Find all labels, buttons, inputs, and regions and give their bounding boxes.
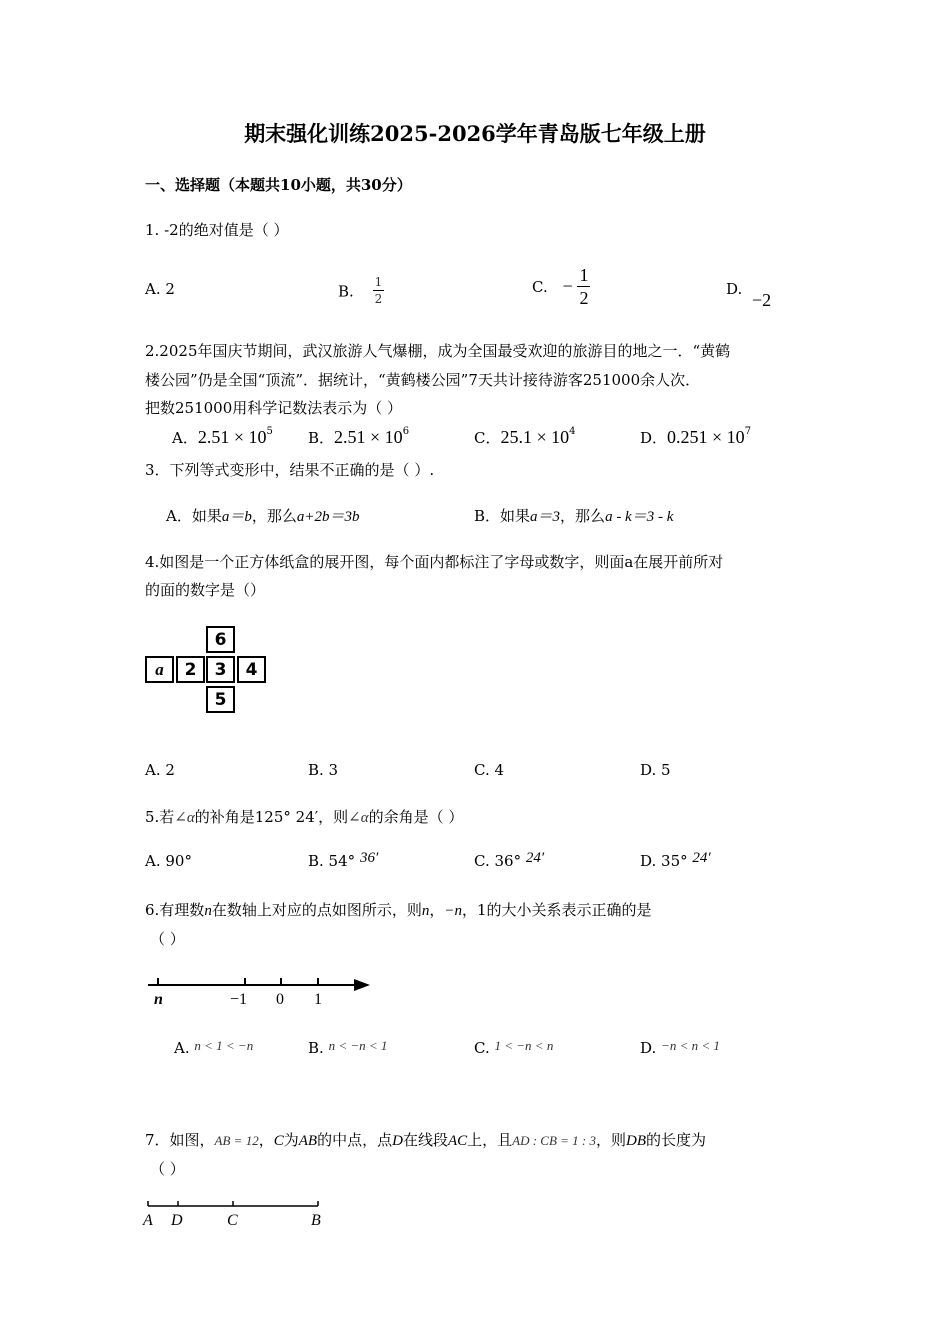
number-line-arrow: [354, 979, 370, 991]
q5-b-min: 36′: [359, 850, 379, 866]
q2-option-a: [172, 426, 273, 448]
point-c-label: C: [227, 1212, 238, 1229]
q1-option-a: A. 2: [145, 280, 175, 298]
q3-b-mid: ，那么: [560, 507, 606, 525]
q7-pre: 7．如图，: [145, 1131, 215, 1149]
q2-d-base: 0.251 × 10: [667, 427, 745, 447]
q6-b-label: B.: [308, 1039, 324, 1057]
net-face-2: 2: [176, 656, 205, 683]
question-6-paren: （ ）: [150, 930, 185, 948]
q2-c-base: 25.1 × 10: [500, 427, 570, 447]
page-title: 期末强化训练2025-2026学年青岛版七年级上册: [244, 121, 706, 146]
q7-mid4: 上，且: [467, 1131, 513, 1149]
q7-post: 的长度为: [646, 1131, 707, 1149]
question-6-stem: [145, 899, 652, 920]
q5-option-b: [308, 852, 378, 871]
q6-n: n: [204, 903, 212, 919]
q6-n-2: n: [421, 903, 430, 919]
q2-a-label: A．: [172, 429, 198, 447]
point-a-label: A: [143, 1212, 153, 1229]
point-b-label: B: [311, 1212, 321, 1229]
q5-post: 的余角是（ ）: [368, 808, 464, 826]
q2-c-label: C．: [474, 429, 501, 447]
q6-d-label: D.: [640, 1039, 657, 1057]
net-face-4: 4: [237, 656, 266, 683]
q3-option-a: [166, 505, 360, 526]
q6-mid: 在数轴上对应的点如图所示，则: [211, 901, 422, 919]
q1-option-c: [532, 266, 590, 307]
q7-ab-2: AB: [298, 1133, 318, 1149]
q6-option-b: [308, 1039, 387, 1057]
q5-option-c: [474, 852, 544, 871]
q6-option-a: [174, 1039, 253, 1057]
q4-option-a: A. 2: [145, 761, 175, 779]
q1-c-num: 1: [579, 265, 589, 285]
label-n: n: [154, 991, 163, 1008]
q5-c-deg: C. 36°: [474, 852, 522, 870]
q3-b-cond: a＝3: [530, 509, 561, 525]
q2-a-exp: 5: [266, 426, 273, 437]
q3-a-mid: ，那么: [251, 507, 297, 525]
q1-option-d: D.: [726, 280, 743, 298]
q5-mid: 的补角是125° 24′，则: [194, 808, 349, 826]
q5-angle-2: ∠α: [348, 810, 369, 826]
q2-b-label: B．: [308, 429, 335, 447]
q1-b-den: 2: [374, 292, 383, 306]
q5-b-deg: B. 54°: [308, 852, 356, 870]
q7-ab: AB = 12: [214, 1133, 259, 1148]
question-7-stem: [145, 1129, 706, 1150]
q2-option-c: [474, 426, 576, 448]
question-2-line-2: 楼公园”仍是全国“顶流”．据统计，“黄鹤楼公园”7天共计接待游客251000余人次．: [145, 371, 701, 389]
q1-option-b: [338, 275, 384, 306]
net-face-a: a: [145, 656, 174, 683]
q1-b-label: B.: [338, 282, 354, 301]
q5-c-min: 24′: [525, 850, 545, 866]
q2-a-base: 2.51 × 10: [197, 427, 267, 447]
q6-neg-n: −n: [444, 903, 462, 919]
q6-d-expr: −n < n < 1: [661, 1038, 720, 1053]
q6-post: ，1的大小关系表示正确的是: [461, 901, 652, 919]
q1-b-fraction: [373, 276, 385, 305]
q1-c-fraction: [577, 266, 590, 307]
q6-pre: 6.有理数: [145, 901, 205, 919]
q5-pre: 5.若: [145, 808, 175, 826]
q2-b-exp: 6: [402, 426, 410, 437]
q3-b-res: a - k＝3 - k: [605, 509, 674, 525]
q6-a-label: A.: [174, 1039, 190, 1057]
question-7-paren: （ ）: [150, 1160, 185, 1178]
net-face-bottom: 5: [206, 686, 235, 713]
q6-c-label: C.: [474, 1039, 490, 1057]
point-d-label: D: [171, 1212, 183, 1229]
q4-option-c: C. 4: [474, 761, 505, 779]
q2-b-base: 2.51 × 10: [334, 427, 403, 447]
label-one: 1: [314, 991, 322, 1008]
label-minus-one: −1: [230, 991, 248, 1008]
q7-ac: AC: [447, 1133, 468, 1149]
q7-c: C: [273, 1133, 284, 1149]
q7-mid5: ，则: [596, 1131, 627, 1149]
q5-angle: ∠α: [174, 810, 195, 826]
number-line-figure: [140, 970, 380, 1010]
q7-c1: ，: [258, 1131, 274, 1149]
q1-c-label: C.: [532, 277, 548, 296]
net-face-top: 6: [206, 626, 235, 653]
q7-mid2: 的中点，点: [317, 1131, 393, 1149]
q1-d-value: −2: [752, 290, 772, 310]
segment-figure: [140, 1198, 340, 1232]
question-4-line-1: 4.如图是一个正方体纸盒的展开图，每个面内都标注了字母或数字，则面a在展开前所对: [145, 553, 724, 571]
net-face-3: 3: [206, 656, 235, 683]
q2-d-exp: 7: [744, 426, 752, 437]
q7-d: D: [392, 1133, 403, 1149]
q2-option-d: [640, 426, 751, 448]
q6-c-expr: 1 < −n < n: [494, 1038, 554, 1053]
q3-a-cond: a＝b: [221, 509, 252, 525]
q6-option-d: [640, 1039, 720, 1057]
q1-b-num: 1: [374, 275, 383, 289]
q3-a-pre: A．如果: [166, 507, 222, 525]
q3-a-res: a+2b＝3b: [296, 509, 360, 525]
question-3-stem: 3．下列等式变形中，结果不正确的是（ ）.: [145, 461, 435, 479]
q7-db: DB: [626, 1133, 647, 1149]
q5-option-d: [640, 852, 711, 871]
q3-b-pre: B．如果: [474, 507, 531, 525]
q5-d-min: 24′: [692, 850, 711, 866]
q4-option-b: B. 3: [308, 761, 339, 779]
q2-c-exp: 4: [569, 426, 576, 437]
q2-option-b: [308, 426, 409, 448]
q6-comma: ，: [429, 901, 445, 919]
q1-c-den: 2: [579, 288, 589, 308]
question-5-stem: [145, 806, 463, 827]
q5-option-a: A. 90°: [145, 852, 192, 870]
q5-d-deg: D. 35°: [640, 852, 688, 870]
label-zero: 0: [276, 991, 284, 1008]
q4-option-d: D. 5: [640, 761, 671, 779]
question-1-stem: 1. -2的绝对值是（ ）: [145, 221, 289, 239]
q6-option-c: [474, 1039, 553, 1057]
question-2-line-1: 2.2025年国庆节期间，武汉旅游人气爆棚，成为全国最受欢迎的旅游目的地之一．“黄鹤: [145, 342, 731, 360]
question-4-line-2: 的面的数字是（）: [145, 581, 266, 599]
q7-ratio: AD : CB = 1 : 3: [512, 1133, 597, 1148]
q7-mid3: 在线段: [402, 1131, 448, 1149]
q2-d-label: D．: [640, 429, 668, 447]
question-2-line-3: 把数251000用科学记数法表示为（ ）: [145, 399, 403, 417]
section-heading: 一、选择题（本题共10小题，共30分）: [145, 176, 412, 194]
q6-b-expr: n < −n < 1: [328, 1038, 388, 1053]
q1-c-sign: −: [562, 276, 573, 296]
q6-a-expr: n < 1 < −n: [194, 1038, 254, 1053]
q3-option-b: [474, 505, 673, 526]
q7-mid1: 为: [283, 1131, 299, 1149]
